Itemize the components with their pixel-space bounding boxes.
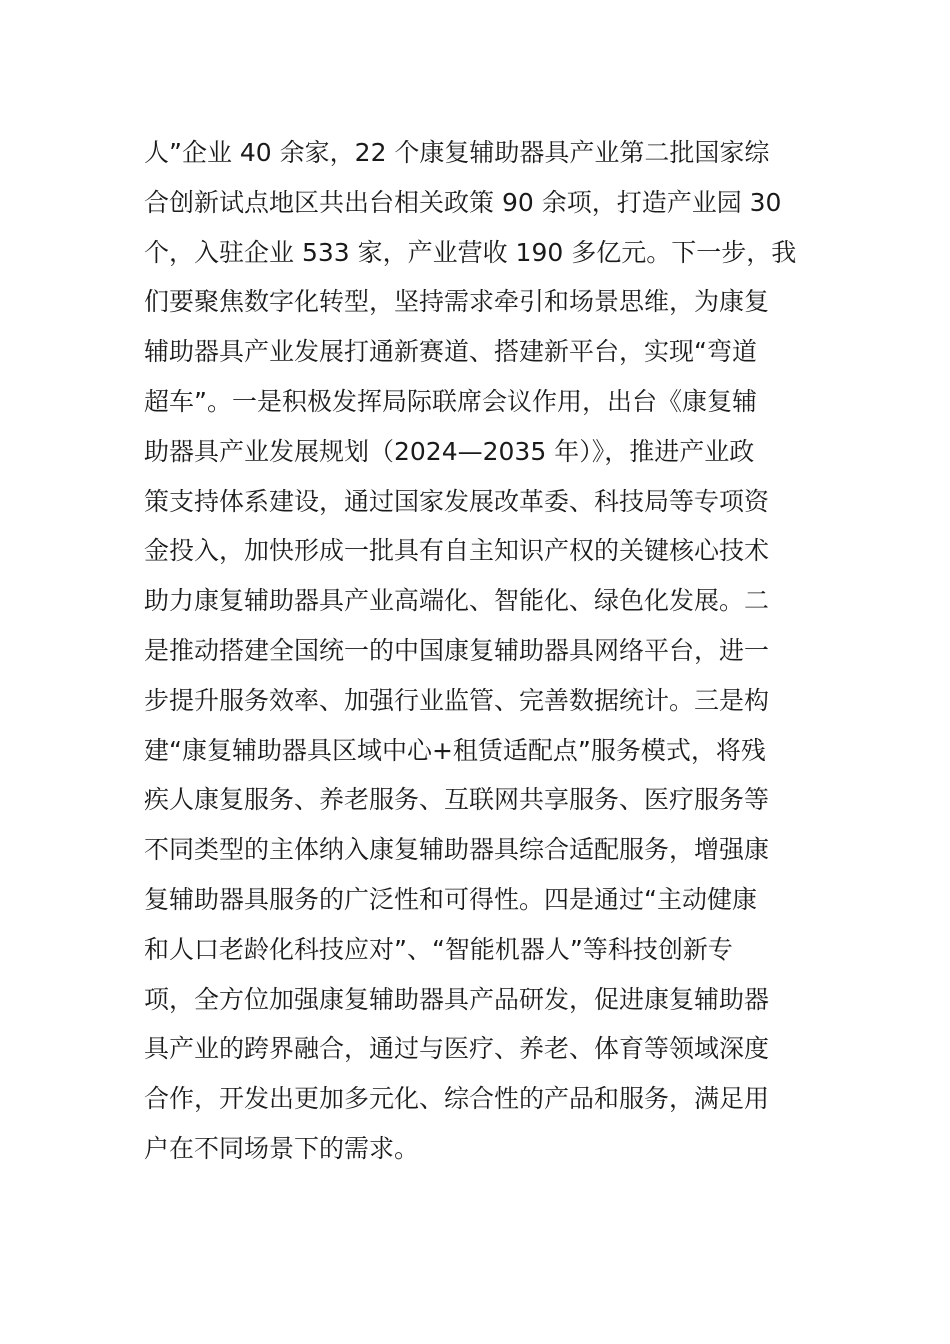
text-line: 步提升服务效率、加强行业监管、完善数据统计。三是构: [144, 685, 770, 715]
text-line: 金投入，加快形成一批具有自主知识产权的关键核心技术: [144, 536, 770, 566]
text-line: 合创新试点地区共出台相关政策 90 余项，打造产业园 30: [144, 187, 782, 217]
text-line: 助器具产业发展规划（2024—2035 年）》，推进产业政: [144, 436, 755, 466]
text-line: 和人口老龄化科技应对”、“智能机器人”等科技创新专: [144, 934, 733, 964]
text-line: 户在不同场景下的需求。: [144, 1133, 420, 1163]
text-line: 们要聚焦数字化转型，坚持需求牵引和场景思维，为康复: [144, 287, 770, 317]
text-line: 助力康复辅助器具产业高端化、智能化、绿色化发展。二: [144, 586, 770, 616]
text-line: 项，全方位加强康复辅助器具产品研发，促进康复辅助器: [144, 984, 770, 1014]
text-line: 合作，开发出更加多元化、综合性的产品和服务，满足用: [144, 1084, 770, 1114]
text-line: 超车”。一是积极发挥局际联席会议作用，出台《康复辅: [144, 386, 757, 416]
text-line: 个，入驻企业 533 家，产业营收 190 多亿元。下一步，我: [144, 237, 797, 267]
text-line: 是推动搭建全国统一的中国康复辅助器具网络平台，进一: [144, 635, 770, 665]
text-line: 具产业的跨界融合，通过与医疗、养老、体育等领域深度: [144, 1034, 770, 1064]
text-line: 辅助器具产业发展打通新赛道、搭建新平台，实现“弯道: [144, 337, 757, 367]
text-line: 策支持体系建设，通过国家发展改革委、科技局等专项资: [144, 486, 770, 516]
text-line: 疾人康复服务、养老服务、互联网共享服务、医疗服务等: [144, 785, 770, 815]
text-line: 复辅助器具服务的广泛性和可得性。四是通过“主动健康: [144, 884, 757, 914]
text-line: 不同类型的主体纳入康复辅助器具综合适配服务，增强康: [144, 835, 770, 865]
text-line: 人”企业 40 余家，22 个康复辅助器具产业第二批国家综: [144, 138, 770, 167]
body-paragraph: [144, 128, 824, 1174]
text-line: 建“康复辅助器具区域中心+租赁适配点”服务模式，将残: [144, 735, 766, 765]
